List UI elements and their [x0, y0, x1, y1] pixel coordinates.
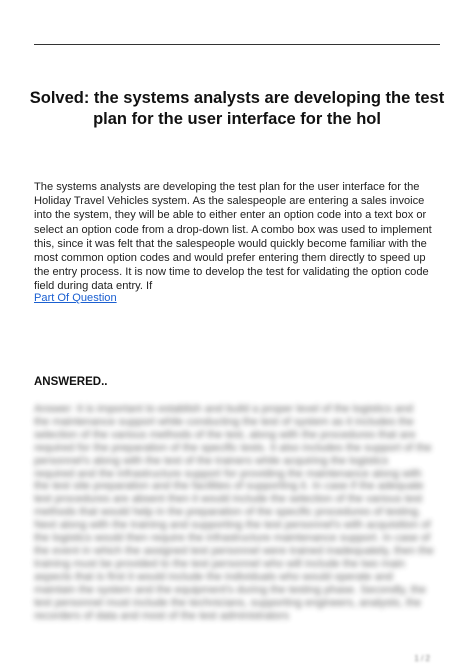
page-number: 1 / 2 — [414, 654, 430, 663]
page-title: Solved: the systems analysts are developing the test plan for the user interface for the hol — [29, 89, 445, 128]
top-divider — [34, 44, 440, 45]
question-text: The systems analysts are developing the test plan for the user interface for the Holiday Travel Vehicles system. As the salespeople are entering a sales invoice into the system, they will be able to either enter an option code into a text box or select an option code from a drop-down list. A combo box was used to implement this, since it was felt that the salespeople would quickly become familiar with the most common option codes and would prefer entering them directly to speed up the entry process. It is now time to develop the test for validating the option code field during data entry. If — [34, 181, 432, 293]
answer-text-blurred: Answer: It is important to establish and build a proper level of the logistics and the maintenance support while conducting the test of system as it includes the selection of the various methods of the test, along with the procedures that are required for the preparation of the specific tests. It also includes the support of the personnel's along with the test of the trainers while acquiring the logistics required and the infrastructure support for providing the maintenance along with the test site preparation and the facilities of supporting it. In case if the adequate test procedures are absent then it would include the selection of the various test methods that would help in the preparation of the specific procedures of testing. Next along with the training and supporting the test personnel's with acquisition of the logistics would then require the infrastructure maintenance support. In case of the event in which the assigned test personnel were trained inadequately, then the training must be provided to the test personnel who will include the two main aspects that is first it would include the individuals who would operate and maintain the system and the equipment's during the testing phase. Secondly, the test personnel must include the technicians, supporting engineers, analysts, the recorders of data and most of the test administrators — [34, 403, 434, 622]
part-of-question-link[interactable]: Part Of Question — [34, 292, 117, 304]
answered-heading: ANSWERED.. — [34, 376, 108, 388]
